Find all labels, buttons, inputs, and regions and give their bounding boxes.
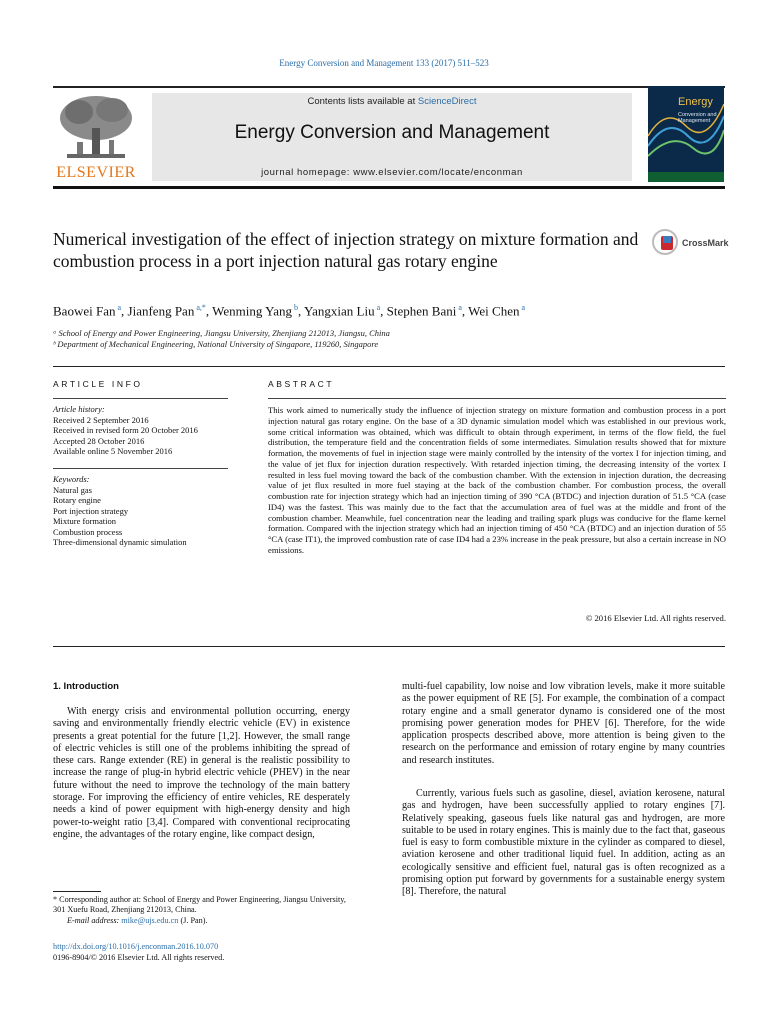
affiliation-b: ᵇ Department of Mechanical Engineering, National University of Singapore, 119260, Singapore: [53, 339, 379, 349]
keywords-rule: [53, 468, 228, 469]
author-affil-mark[interactable]: a: [376, 303, 381, 312]
top-divider: [53, 86, 725, 88]
introduction-paragraph-2: multi-fuel capability, low noise and low vibration levels, make it more suitable as the power equipment of RE [5]. For example, the combination of a compact rotary engine and a small generator dynamo is considered one of the most promising power generation modes for PHEV [6]. Therefore, for the wide application prospects described above, more attention is being given to the research on the performance and emission of rotary engine by many countries and research institutes.: [402, 681, 725, 766]
author-name[interactable]: Baowei Fan: [53, 303, 116, 319]
keywords-label: Keywords:: [53, 474, 90, 484]
abstract-text: This work aimed to numerically study the influence of injection strategy on mixture formation and combustion process in a port injection natural gas rotary engine. On the base of a 3D dynamic simulation model which was established in our previous work, some critical information was obtained, which was difficult to obtain through experiment, in terms of the flow field, the fuel distribution, the temperature field and the concentration fields of some intermediates. Simulation results showed that for mixture formation, the movements of fuel in injection stage were mainly controlled by the intensity of the vortex I for injection timing, and the value of jet flux for injection duration respectively. With retarded injection timing, the decreasing intensity of the vortex I resulted in less fuel moving toward the back of the combustion chamber. With the extension in injection duration, the decreasing value of jet flux resulted in more fuel staying at the back of the combustion chamber. For combustion process, the overall combustion rate for injection strategy which had an injection timing of 390 °CA (BTDC) and injection duration of 51.5 °CA (case ID4) was the fastest. This was mainly due to the fact that the accumulation area of fuel was at the middle and front of the combustion chamber. Meanwhile, fuel concentration near the leading and trailing spark plugs was conducive for the flame kernel formation. Compared with the injection strategy which had an injection timing of 450 °CA (BTDC) and an injection duration of 55 °CA (case IT1), the improved combustion rate of case ID4 had a 23% increase in the peak pressure, but also a certain increase in NO emissions.: [268, 405, 726, 555]
author-affil-mark[interactable]: a: [521, 303, 526, 312]
elsevier-logo[interactable]: [53, 92, 139, 184]
elsevier-wordmark: ELSEVIER: [56, 164, 136, 181]
keyword-item: Natural gas: [53, 484, 92, 495]
paper-title: Numerical investigation of the effect of injection strategy on mixture formation and combustion process in a port injection natural gas rotary engine: [53, 229, 639, 271]
crossmark-icon: [652, 229, 678, 255]
email-label: E-mail address:: [67, 915, 120, 925]
article-info-rule: [53, 398, 228, 399]
journal-homepage[interactable]: journal homepage: www.elsevier.com/locate/enconman: [261, 167, 523, 178]
header-thick-divider: [53, 186, 725, 189]
author-affil-mark[interactable]: a: [117, 303, 122, 312]
author-list: Baowei Fan $^a$, Jianfeng Pan $^{a,*}$, Wenming Yang $^b$, Yangxian Liu $^a$, Stephen Bani $^a$, Wei Chen $^a$: [53, 303, 526, 319]
footnote-rule: [53, 891, 101, 892]
corresponding-author-footnote: [53, 895, 350, 926]
introduction-heading: 1. Introduction: [53, 681, 119, 692]
cover-title: Energy: [678, 96, 713, 108]
article-history: [53, 404, 228, 457]
elsevier-tree-icon: [57, 94, 135, 162]
history-item: Received 2 September 2016: [53, 414, 149, 425]
author-affil-mark[interactable]: b: [294, 303, 299, 312]
keyword-item: Rotary engine: [53, 495, 101, 505]
corresponding-author-note: * Corresponding author at: School of Energy and Power Engineering, Jiangsu University, 301 Xuefu Road, Zhenjiang 212013, China.: [53, 895, 346, 915]
issn-copyright: 0196-8904/© 2016 Elsevier Ltd. All rights reserved.: [53, 953, 225, 962]
history-label: Article history:: [53, 404, 105, 414]
author-name[interactable]: Wei Chen: [468, 303, 520, 319]
crossmark-label: CrossMark: [682, 238, 729, 248]
history-item: Accepted 28 October 2016: [53, 435, 145, 446]
history-item: Received in revised form 20 October 2016: [53, 425, 198, 435]
affiliation-a: ᵃ School of Energy and Power Engineering, Jiangsu University, Zhenjiang 212013, Jiangsu, China: [53, 328, 390, 338]
abstract-copyright: © 2016 Elsevier Ltd. All rights reserved.: [585, 613, 726, 623]
doi-link[interactable]: http://dx.doi.org/10.1016/j.enconman.2016.10.070: [53, 942, 219, 951]
author-affil-mark[interactable]: a: [458, 303, 462, 312]
author-affil-mark[interactable]: a,*: [196, 303, 206, 312]
section-divider: [53, 366, 725, 367]
front-matter-end-rule: [53, 646, 725, 647]
author-name[interactable]: Wenming Yang: [212, 303, 293, 319]
author-name[interactable]: Yangxian Liu: [304, 303, 375, 319]
journal-citation-link[interactable]: Energy Conversion and Management 133 (2017) 511–523: [279, 58, 489, 68]
journal-title: Energy Conversion and Management: [234, 122, 550, 143]
journal-cover-image[interactable]: [648, 86, 724, 182]
abstract-rule: [268, 398, 726, 399]
keyword-item: Port injection strategy: [53, 505, 129, 516]
cover-strip: [648, 172, 724, 182]
email-suffix: (J. Pan).: [178, 915, 208, 925]
author-name[interactable]: Jianfeng Pan: [127, 303, 195, 319]
keyword-item: Three-dimensional dynamic simulation: [53, 537, 187, 547]
abstract-heading: ABSTRACT: [268, 379, 335, 389]
contents-availability: Contents lists available at ScienceDirect: [307, 96, 477, 107]
introduction-paragraph-1: With energy crisis and environmental pollution occurring, energy saving and environmentally friendly electric vehicle (EV) in existence presents a great potential for the future [1,2]. However, the small range of electric vehicles is still one of the problems inhibiting the spread of these cars. Range extender (RE) in general is the realistic possibility to increase the range of plug-in hybrid electric vehicle (PHEV) in the near future without the need to improve the technology of the main battery storage. For improving the efficiency of entire vehicles, RE desperately needs a kind of power equipment with high-energy density and high power-to-weight ratio [3,4]. Compared with conventional reciprocating engine, the advantages of the rotary engine, like compact design,: [53, 706, 350, 840]
keyword-item: Mixture formation: [53, 516, 117, 526]
keywords-block: [53, 474, 228, 548]
author-name[interactable]: Stephen Bani: [386, 303, 457, 319]
history-item: Available online 5 November 2016: [53, 446, 173, 456]
article-info-heading: ARTICLE INFO: [53, 379, 143, 389]
introduction-paragraph-3: Currently, various fuels such as gasoline, diesel, aviation kerosene, natural gas and hydrogen, have been successfully applied to rotary engines [7]. Relatively speaking, gaseous fuels like natural gas and hydrogen, are more suitable to be used in rotary engines. This is mainly due to the fact that, gaseous fuel is easy to form combustible mixture in the cylinder as compared to diesel, aviation kerosene and other traditional liquid fuel. In addition, acting as an ecologically sensitive and efficient fuel, natural gas is often recognized as a promising option put forward by governments for a sustainable energy system [8]. Therefore, the natural: [402, 788, 725, 898]
author-email-link[interactable]: mike@ujs.edu.cn: [121, 915, 179, 925]
keyword-item: Combustion process: [53, 526, 123, 537]
cover-subtitle: Conversion and Management: [678, 112, 717, 124]
crossmark-badge[interactable]: [652, 229, 732, 261]
sciencedirect-link[interactable]: ScienceDirect: [417, 96, 477, 107]
